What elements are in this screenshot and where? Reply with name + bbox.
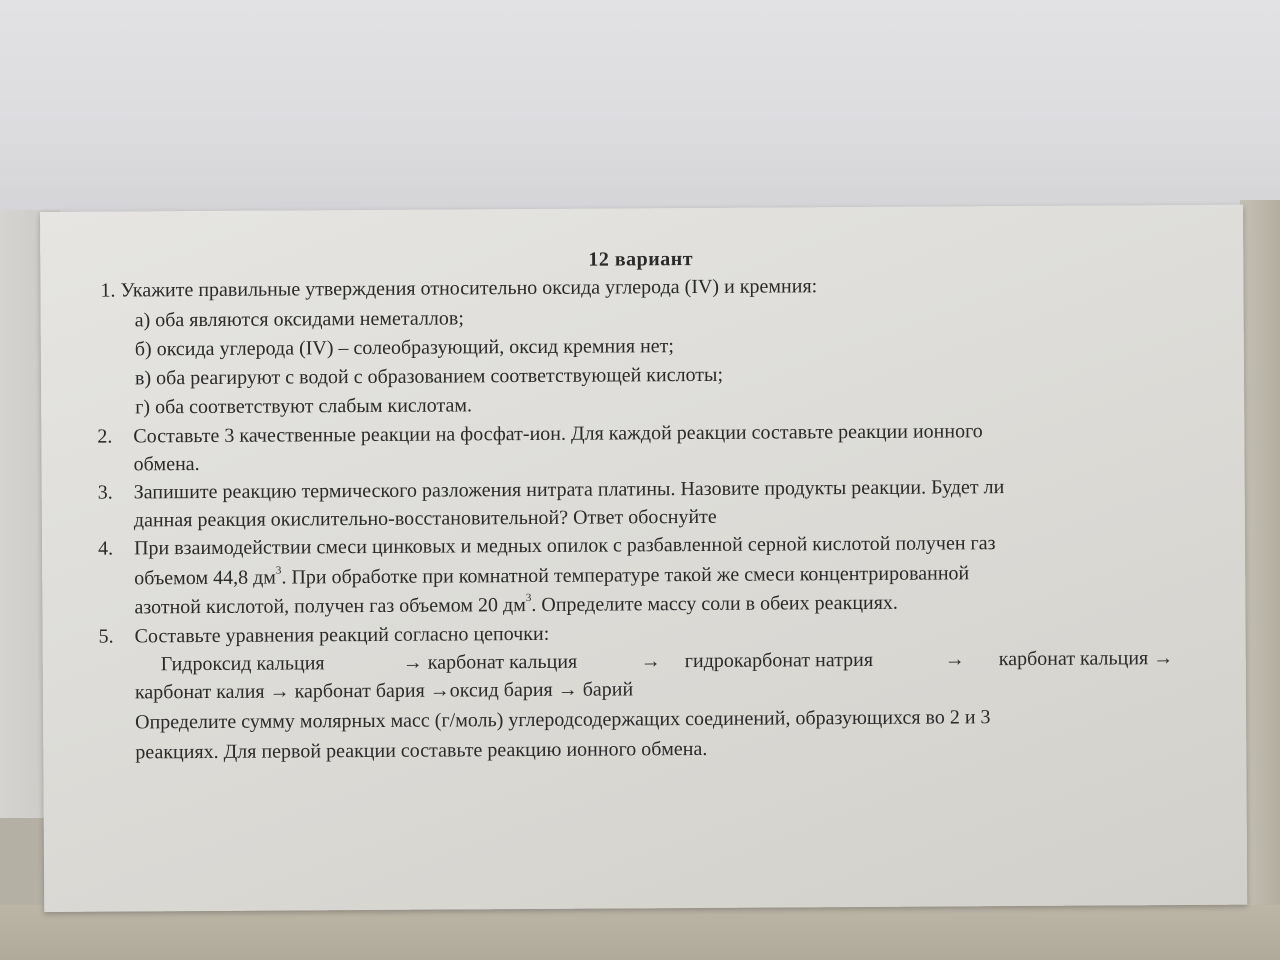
- task-2-line-1: Составьте 3 качественные реакции на фосфат-ион. Для каждой реакции составьте реакции ионного: [133, 420, 983, 448]
- task-5-line-1: Составьте уравнения реакций согласно цепочки:: [134, 622, 550, 648]
- task-1-option-a: а) оба являются оксидами неметаллов;: [134, 307, 464, 332]
- task-4-line-2-exponent: 3: [275, 564, 282, 577]
- task-5-extra-line-1: Определите сумму молярных масс (г/моль) углеродсодержащих соединений, образующихся во 2 и 3: [135, 706, 991, 734]
- chain-item-4: карбонат кальция →: [998, 647, 1174, 671]
- task-2-line-2: обмена.: [133, 453, 200, 476]
- task-4-line-3-exponent: 3: [525, 592, 532, 605]
- chain-arrow: →: [640, 650, 661, 673]
- task-4-line-3-rest: . Определите массу соли в обеих реакциях.: [531, 591, 898, 617]
- task-1-option-d: г) оба соответствуют слабым кислотам.: [135, 394, 473, 419]
- task-3-line-2: данная реакция окислительно-восстановительной? Ответ обоснуйте: [133, 505, 717, 532]
- chain-item-2: → карбонат кальция: [402, 650, 578, 674]
- chain-item-1: Гидроксид кальция: [160, 652, 325, 676]
- worksheet-paper: [40, 205, 1247, 912]
- chain-arrow: →: [944, 648, 965, 671]
- chain-line-2: карбонат калия → карбонат бария →оксид бария → барий: [134, 678, 634, 704]
- task-4-line-2-rest: . При обработке при комнатной температуре такой же смеси концентрированной: [281, 562, 970, 589]
- task-3-number: 3.: [97, 481, 113, 504]
- task-1-number: 1.: [100, 279, 116, 302]
- task-1-question: Укажите правильные утверждения относительно оксида углерода (IV) и кремния:: [120, 275, 818, 302]
- background-sheet-top: [0, 0, 1280, 218]
- task-5-number: 5.: [98, 625, 114, 648]
- task-4-number: 4.: [97, 537, 114, 560]
- task-1-option-c: в) оба реагируют с водой с образованием соответствующей кислоты;: [134, 363, 724, 390]
- task-3-line-1: Запишите реакцию термического разложения нитрата платины. Назовите продукты реакции. Будет ли: [133, 476, 1005, 504]
- variant-title: 12 вариант: [588, 248, 694, 271]
- task-4-line-3-text: азотной кислотой, получен газ объемом 20 дм: [134, 594, 526, 619]
- table-surface-bottom: [0, 905, 1280, 960]
- task-2-number: 2.: [97, 425, 113, 448]
- task-4-line-3: [134, 588, 898, 624]
- task-5-extra-line-2: реакциях. Для первой реакции составьте реакцию ионного обмена.: [135, 737, 708, 764]
- task-4-line-1: При взаимодействии смеси цинковых и медных опилок с разбавленной серной кислотой получен газ: [133, 532, 996, 560]
- task-1-option-b: б) оксида углерода (IV) – солеобразующий, оксид кремния нет;: [134, 335, 674, 361]
- task-4-line-2-text: объемом 44,8 дм: [134, 566, 276, 590]
- chain-item-3: гидрокарбонат натрия: [684, 648, 874, 673]
